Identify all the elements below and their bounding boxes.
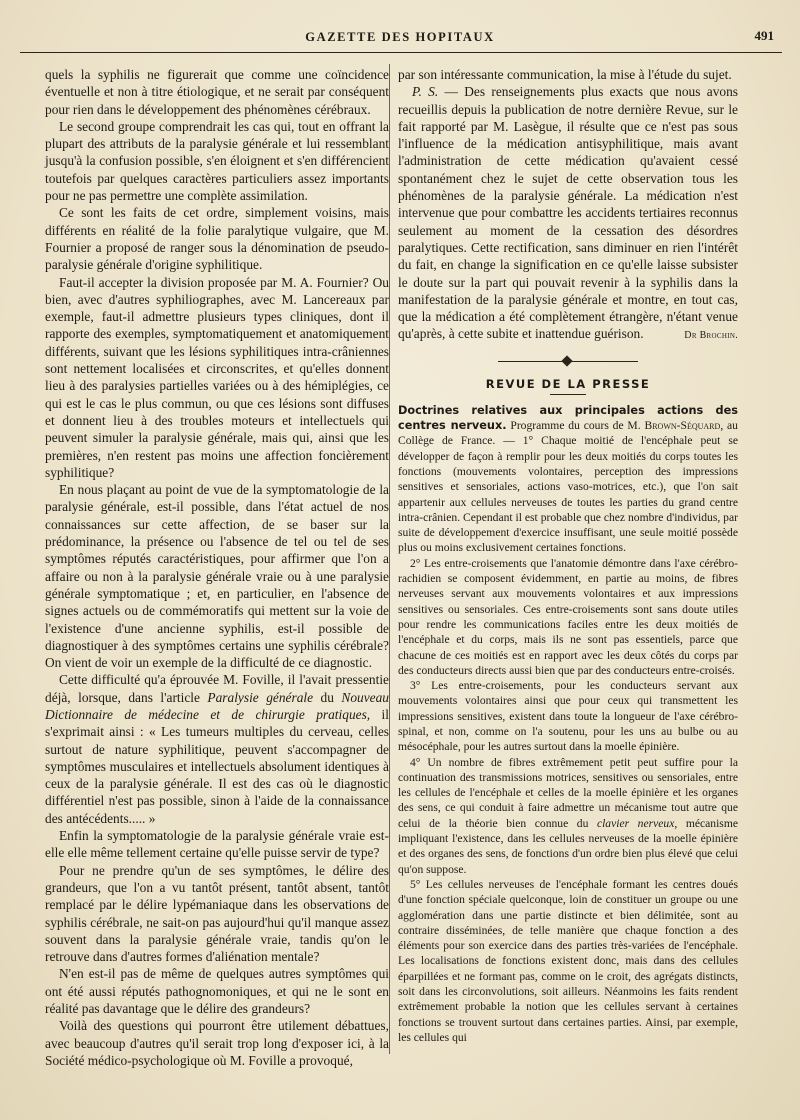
text-run: — Des renseignements plus exacts que nous avons recueillis depuis la publication de notre dernière Revue, sur le fait rapporté par M. Lasègue, il résulte que ce n'est pas sous l'influence de la médication antisyphilitique, mais avant l'administration de cette médication qu'avaient cessé spontanément chez le sujet de cette observation tous les phénomènes de la paralysie générale. La médication n'est intervenue que pour combattre les accidents tertiaires reconnus seulement au moment de la cessation des désordres paralytiques. Cette rectification, sans diminuer en rien l'intérêt du fait, en change la signification en ce qu'elle laisse subsister le doute sur la part qui pouvait revenir à la syphilis dans la manifestation de la paralysie générale et montre, en tout cas, que la médication a été complètement étrangère, n'étant venue qu'après, à cette subite et inattendue guérison. xyxy=(398,84,738,342)
article-lead: Doctrines relatives aux principales actions des centres nerveux. xyxy=(398,403,738,433)
dictionary-title: Nouveau Dictionnaire de médecine et de chirurgie pratiques, xyxy=(45,689,389,722)
page-header xyxy=(20,28,780,50)
section-heading: REVUE DE LA PRESSE xyxy=(485,376,651,391)
paragraph: quels la syphilis ne figurerait que comme une coïncidence éventuelle et non à titre étiologique, et ne serait par conséquent pour rien dans le développement des phénomènes cérébraux. xyxy=(45,67,389,117)
paragraph: 2° Les entre-croisements que l'anatomie démontre dans l'axe cérébro-rachidien se composent évidemment, en partie au moins, de fibres nerveuses servant aux mouvements volontaires et aux impressions sensitives ou sensoriales. Ces entre-croisements sont sans doute utiles pour rendre les communications faciles entre les deux moitiés de l'encéphale et du corps, mais ils ne sont pas essentiels, parce que chacune de ces moitiés est en rapport avec les deux côtés du corps par des conducteurs directs aussi bien que par des conducteurs entre-croisés. xyxy=(398,556,738,677)
header-rule xyxy=(20,52,782,53)
paragraph: Voilà des questions qui pourront être utilement débattues, avec beaucoup d'autres qu'il serait trop long d'exposer ici, à la Société médico-psychologique où M. Foville a provoqué, xyxy=(45,1018,389,1068)
paragraph xyxy=(398,755,738,877)
text-run: 4° Un nombre de fibres extrêmement petit peut suffire pour la continuation des transmissions motrices, sensitives ou sensoriales, entre les cellules de l'encéphale et celles de la moelle épinière et les organes des sens, ce qui conduit à faire admettre un mécanisme tout autre que celui de la théorie bien connue du xyxy=(398,755,738,830)
paragraph: Le second groupe comprendrait les cas qui, tout en offrant la plupart des attributs de la paralysie générale et lui ressemblant jusqu'à la confusion possible, s'en éloignent et s'en différencient toutefois par quelques caractères particuliers assez importants pour ne pas permettre une complète assimilation. xyxy=(45,118,389,204)
paragraph: Enfin la symptomatologie de la paralysie générale vraie est-elle elle même tellement certaine qu'elle puisse servir de type? xyxy=(45,828,389,861)
italic-term: clavier nerveux, xyxy=(596,816,678,830)
paragraph: N'en est-il pas de même de quelques autres symptômes qui ont été aussi réputés pathognomoniques, et qui ne le sont en réalité pas davantage que le délire des grandeurs? xyxy=(45,966,389,1017)
paragraph: En nous plaçant au point de vue de la symptomatologie de la paralysie générale, est-il possible, dans l'état actuel de nos connaissances sur cette affection, de se baser sur la prédominance, la présence ou l'absence de tel ou tel de ses symptômes réputés caractéristiques, pour affirmer que l'on a affaire ou non à la paralysie générale vraie ou à une paralysie générale symptomatique ; et, en particulier, en l'absence de signes actuels ou de commémoratifs qui mettent sur la voie de l'existence d'une ancienne syphilis, est-il possible de diagnostiquer à des symptômes certains une syphilis cérébrale? On vient de voir un exemple de la difficulté de ce diagnostic. xyxy=(45,482,389,671)
paragraph xyxy=(398,403,738,556)
paragraph: 3° Les entre-croisements, pour les conducteurs servant aux mouvements volontaires ainsi que pour ceux qui transmettent les impressions sensitives, existent dans toute la longueur de l'axe cérébro-spinal, et non, comme on l'a soutenu, pour les uns au bulbe ou au mésocéphale, pour les autres surtout dans la moelle épinière. xyxy=(398,679,738,754)
heading-underline xyxy=(550,394,586,395)
postscript-paragraph xyxy=(398,83,738,342)
right-column xyxy=(398,66,738,1045)
author-signature: Dr Brochin. xyxy=(684,330,738,342)
paragraph: Pour ne prendre qu'un de ses symptômes, le délire des grandeurs, que l'on a vu tantôt présent, tantôt absent, tantôt remplacé par le délire lypémaniaque dans les observations de syphilis cérébrale, ne sait-on pas aujourd'hui qu'il manque assez souvent dans la paralysie générale vraie, tandis qu'on le retrouve dans d'autres formes d'aliénation mentale? xyxy=(45,862,389,965)
column-divider xyxy=(389,64,390,1054)
section-separator xyxy=(398,353,738,371)
text-run: il s'exprimait ainsi : « Les tumeurs multiples du cerveau, celles surtout de nature syphilitique, peuvent s'accompagner de symptômes musculaires et intellectuels absolument identiques à ceux de la paralysie générale. Il est des cas où le diagnostic différentiel n'est pas possible, sinon à l'aide de la connaissance des antécédents..... » xyxy=(45,706,389,826)
paragraph: par son intéressante communication, la mise à l'étude du sujet. xyxy=(398,67,732,82)
article-title: Paralysie générale xyxy=(207,689,314,705)
author-name: Brown-Séquard xyxy=(644,419,721,433)
paragraph xyxy=(45,671,389,827)
journal-title: GAZETTE DES HOPITAUX xyxy=(305,30,495,44)
paragraph: Faut-il accepter la division proposée par M. A. Fournier? Ou bien, avec d'autres syphiliographes, avec M. Lancereaux par exemple, faut-il admettre plusieurs types cliniques, dont il rapporte des exemples, symptomatiquement et anatomiquement différents, suivant que les lésions syphilitiques intra-crâniennes sont nettement localisées et circonscrites, et qu'elles donnent lieu à des paralysies partielles variées ou à des hémiplégies, ce qui est le cas le plus commun, ou que ces lésions sont diffuses et donnent lieu à des troubles moteurs et intellectuels qui peuvent simuler la paralysie générale, mais qui, ainsi que les premières, n'en restent pas moins une affection foncièrement syphilitique? xyxy=(45,274,389,480)
text-run: Cette difficulté qu'a éprouvée M. Foville, il l'avait pressentie déjà, lorsque, dans l'article xyxy=(45,672,389,705)
paragraph: 5° Les cellules nerveuses de l'encéphale formant les centres doués d'une fonction spéciale quelconque, loin de constituer un groupe ou une agglomération dans une partie distincte et bien délimitée, sont au contraire disséminées, de telle manière que chaque fonction a des éléments pour son exercice dans des parties très-variées de l'encéphale. Les localisations de fonctions existent donc, mais dans des cellules éparpillées et ne formant pas, comme on le croit, des agrégats distincts, soit dans les circonvolutions, soit ailleurs. Néanmoins les faits rendent extrêmement probable la notion que les cellules servant à certaines fonctions se trouvent surtout dans certaines parties. Ainsi, par exemple, les cellules qui xyxy=(398,877,738,1044)
text-run: , au Collège de France. — 1° Chaque moitié de l'encéphale peut se développer de façon à remplir pour les deux moitiés du corps toutes les fonctions (mouvements volontaires, perception des impressions sensitives et sensoriales, actions vaso-motrices, etc.), que l'on sait appartenir aux cellules nerveuses de toutes les parties du grand centre intra-crânien. Cependant il est probable que chez nombre d'individus, par suite de développement d'exercice insuffisant, une seule moitié possède plus ou moins exclusivement certaines fonctions. xyxy=(398,419,738,555)
page-number: 491 xyxy=(754,28,774,43)
text-run: mécanisme impliquant l'existence, dans les cellules nerveuses de la moelle épinière et des organes des sens, de fonctions d'un ordre bien plus élevé que celui qu'on suppose. xyxy=(398,816,738,876)
paragraph: Ce sont les faits de cet ordre, simplement voisins, mais différents en réalité de la folie paralytique vulgaire, que M. Fournier a proposé de ranger sous la dénomination de pseudo-paralysie générale d'origine syphilitique. xyxy=(45,205,389,273)
separator-ornament-icon xyxy=(561,355,572,366)
text-run: du xyxy=(313,689,342,705)
text-run: Programme du cours de M. xyxy=(506,419,645,433)
left-column xyxy=(45,66,389,1069)
ps-label: P. S. xyxy=(412,84,439,100)
